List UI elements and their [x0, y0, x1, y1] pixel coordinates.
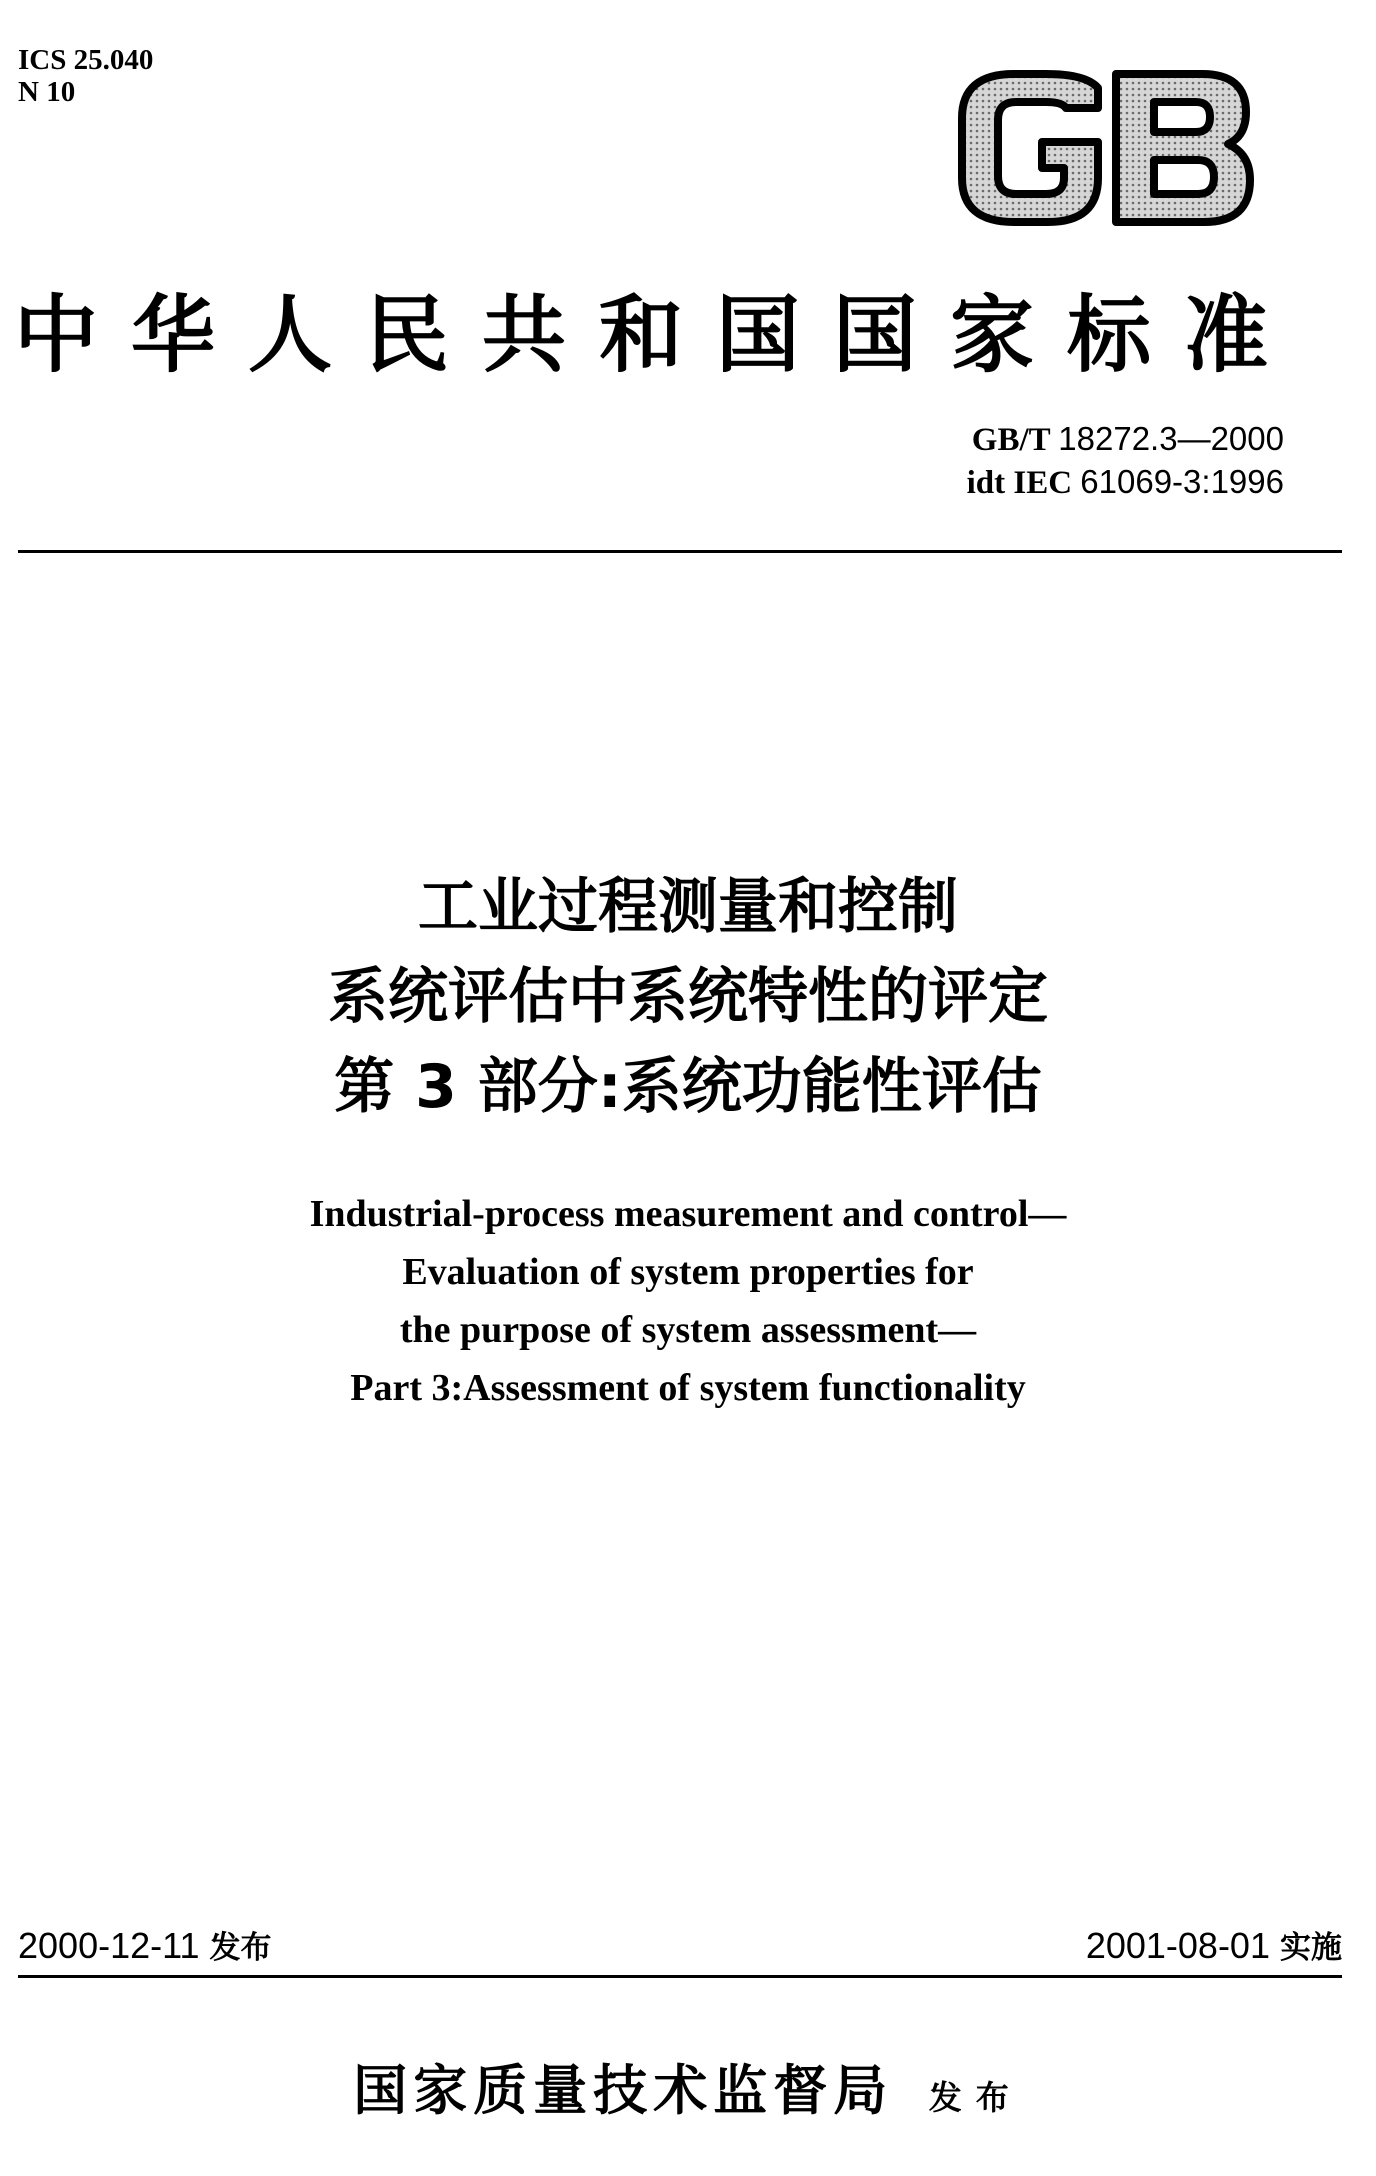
title-cn-line: 系统评估中系统特性的评定 — [328, 962, 1048, 1032]
national-standard-banner: 中华人民共和国国家标准 — [14, 286, 1302, 384]
title-en-line: Industrial-process measurement and control— — [309, 1193, 1067, 1235]
ics-code: ICS 25.040 — [18, 44, 154, 76]
classification-codes — [18, 44, 153, 108]
publisher-line — [0, 2048, 1376, 2125]
issue-date-block — [18, 1922, 272, 1967]
dates-row — [18, 1922, 1342, 1967]
standard-number-line — [700, 418, 1284, 461]
equivalence-line — [700, 461, 1284, 504]
publisher-action: 发布 — [928, 2078, 1023, 2117]
effective-label: 实施 — [1280, 1930, 1342, 1966]
effective-date-block — [1086, 1922, 1342, 1967]
standard-number: 18272.3—2000 — [1058, 420, 1284, 457]
title-chinese — [0, 862, 1376, 1132]
standard-number-prefix: GB/T — [971, 422, 1051, 458]
effective-date: 2001-08-01 — [1085, 1925, 1270, 1966]
title-cn-line: 工业过程测量和控制 — [418, 872, 958, 942]
issue-date: 2000-12-11 — [18, 1925, 200, 1966]
gb-standard-logo-icon — [956, 68, 1256, 228]
equivalence-prefix: idt IEC — [966, 465, 1073, 501]
equivalence-standard: 61069-3:1996 — [1080, 463, 1284, 500]
title-en-line: the purpose of system assessment— — [399, 1309, 977, 1351]
gb-logo — [956, 68, 1256, 228]
title-en-line: Evaluation of system properties for — [402, 1251, 974, 1293]
title-en-line: Part 3:Assessment of system functionality — [350, 1367, 1026, 1409]
publisher-org: 国家质量技术监督局 — [353, 2059, 894, 2122]
top-divider — [18, 550, 1342, 553]
ccs-code: N 10 — [18, 76, 76, 108]
title-cn-line: 第 3 部分:系统功能性评估 — [334, 1052, 1042, 1122]
standard-codes — [700, 418, 1284, 504]
title-english — [0, 1185, 1376, 1417]
issue-label: 发布 — [209, 1930, 272, 1966]
bottom-divider — [18, 1975, 1342, 1978]
